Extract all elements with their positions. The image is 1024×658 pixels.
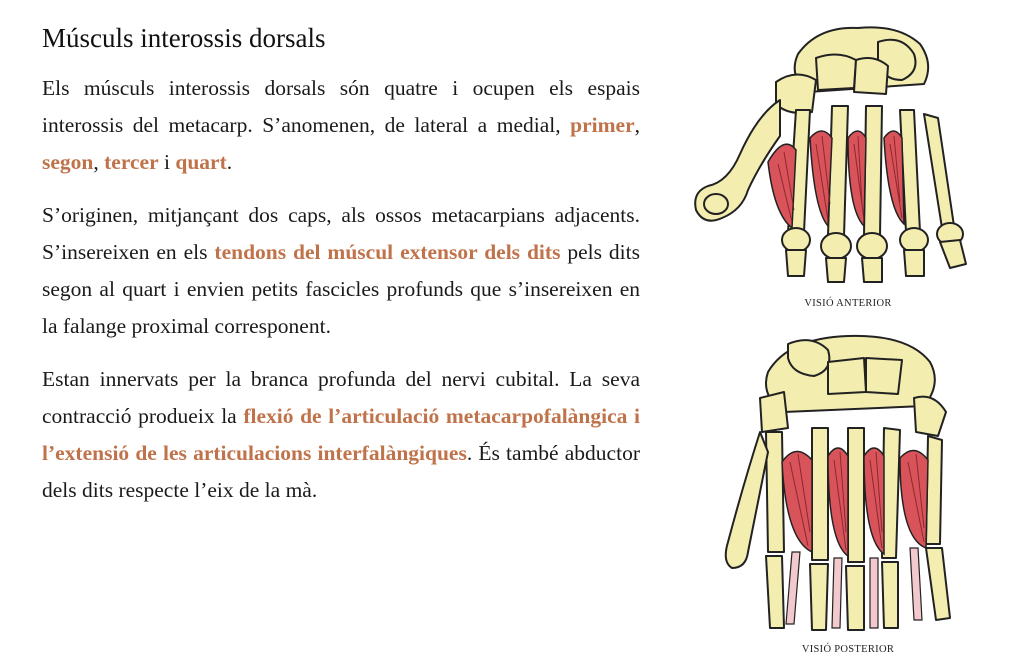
page-title: Músculs interossis dorsals <box>42 23 326 53</box>
figure-column <box>688 14 1008 654</box>
link-tercer[interactable]: tercer <box>104 150 159 174</box>
link-segon[interactable]: segon <box>42 150 94 174</box>
hand-posterior-illustration <box>688 332 1008 632</box>
figure-anterior <box>688 14 1008 309</box>
figure-posterior <box>688 332 1008 655</box>
caption-anterior: VISIÓ ANTERIOR <box>804 298 892 309</box>
p3-text-b: . És també abductor dels dits respecte l’eix de la mà. <box>42 441 640 502</box>
link-action[interactable]: flexió de l’articulació metacarpofalàngica i l’extensió de les articulacions interfalàngiques <box>42 404 640 465</box>
p1-text: Els músculs interossis dorsals són quatre i ocupen els espais interossis del metacarp. S’anomenen, de lateral a medial, <box>42 76 640 137</box>
paragraph-innervation <box>42 361 640 509</box>
link-primer[interactable]: primer <box>570 113 635 137</box>
link-extensor-tendons[interactable]: tendons del múscul extensor dels dits <box>214 240 561 264</box>
p1-sep1: , <box>634 113 640 137</box>
p1-sep3: i <box>158 150 176 174</box>
caption-posterior: VISIÓ POSTERIOR <box>801 644 895 655</box>
hand-anterior-illustration <box>688 14 1008 284</box>
p2-text-b: pels dits segon al quart i envien petits fascicles profunds que s’insereixen en la falange proximal corresponent. <box>42 240 640 338</box>
paragraph-description <box>42 70 640 181</box>
paragraph-origin-insertion <box>42 197 640 345</box>
p3-text-a: Estan innervats per la branca profunda del nervi cubital. La seva contracció produeix la <box>42 367 640 428</box>
article-text <box>42 18 640 525</box>
link-quart[interactable]: quart <box>175 150 227 174</box>
p2-text-a: S’originen, mitjançant dos caps, als ossos metacarpians adjacents. S’insereixen en els <box>42 203 640 264</box>
p1-sep2: , <box>93 150 105 174</box>
p1-end: . <box>226 150 233 174</box>
